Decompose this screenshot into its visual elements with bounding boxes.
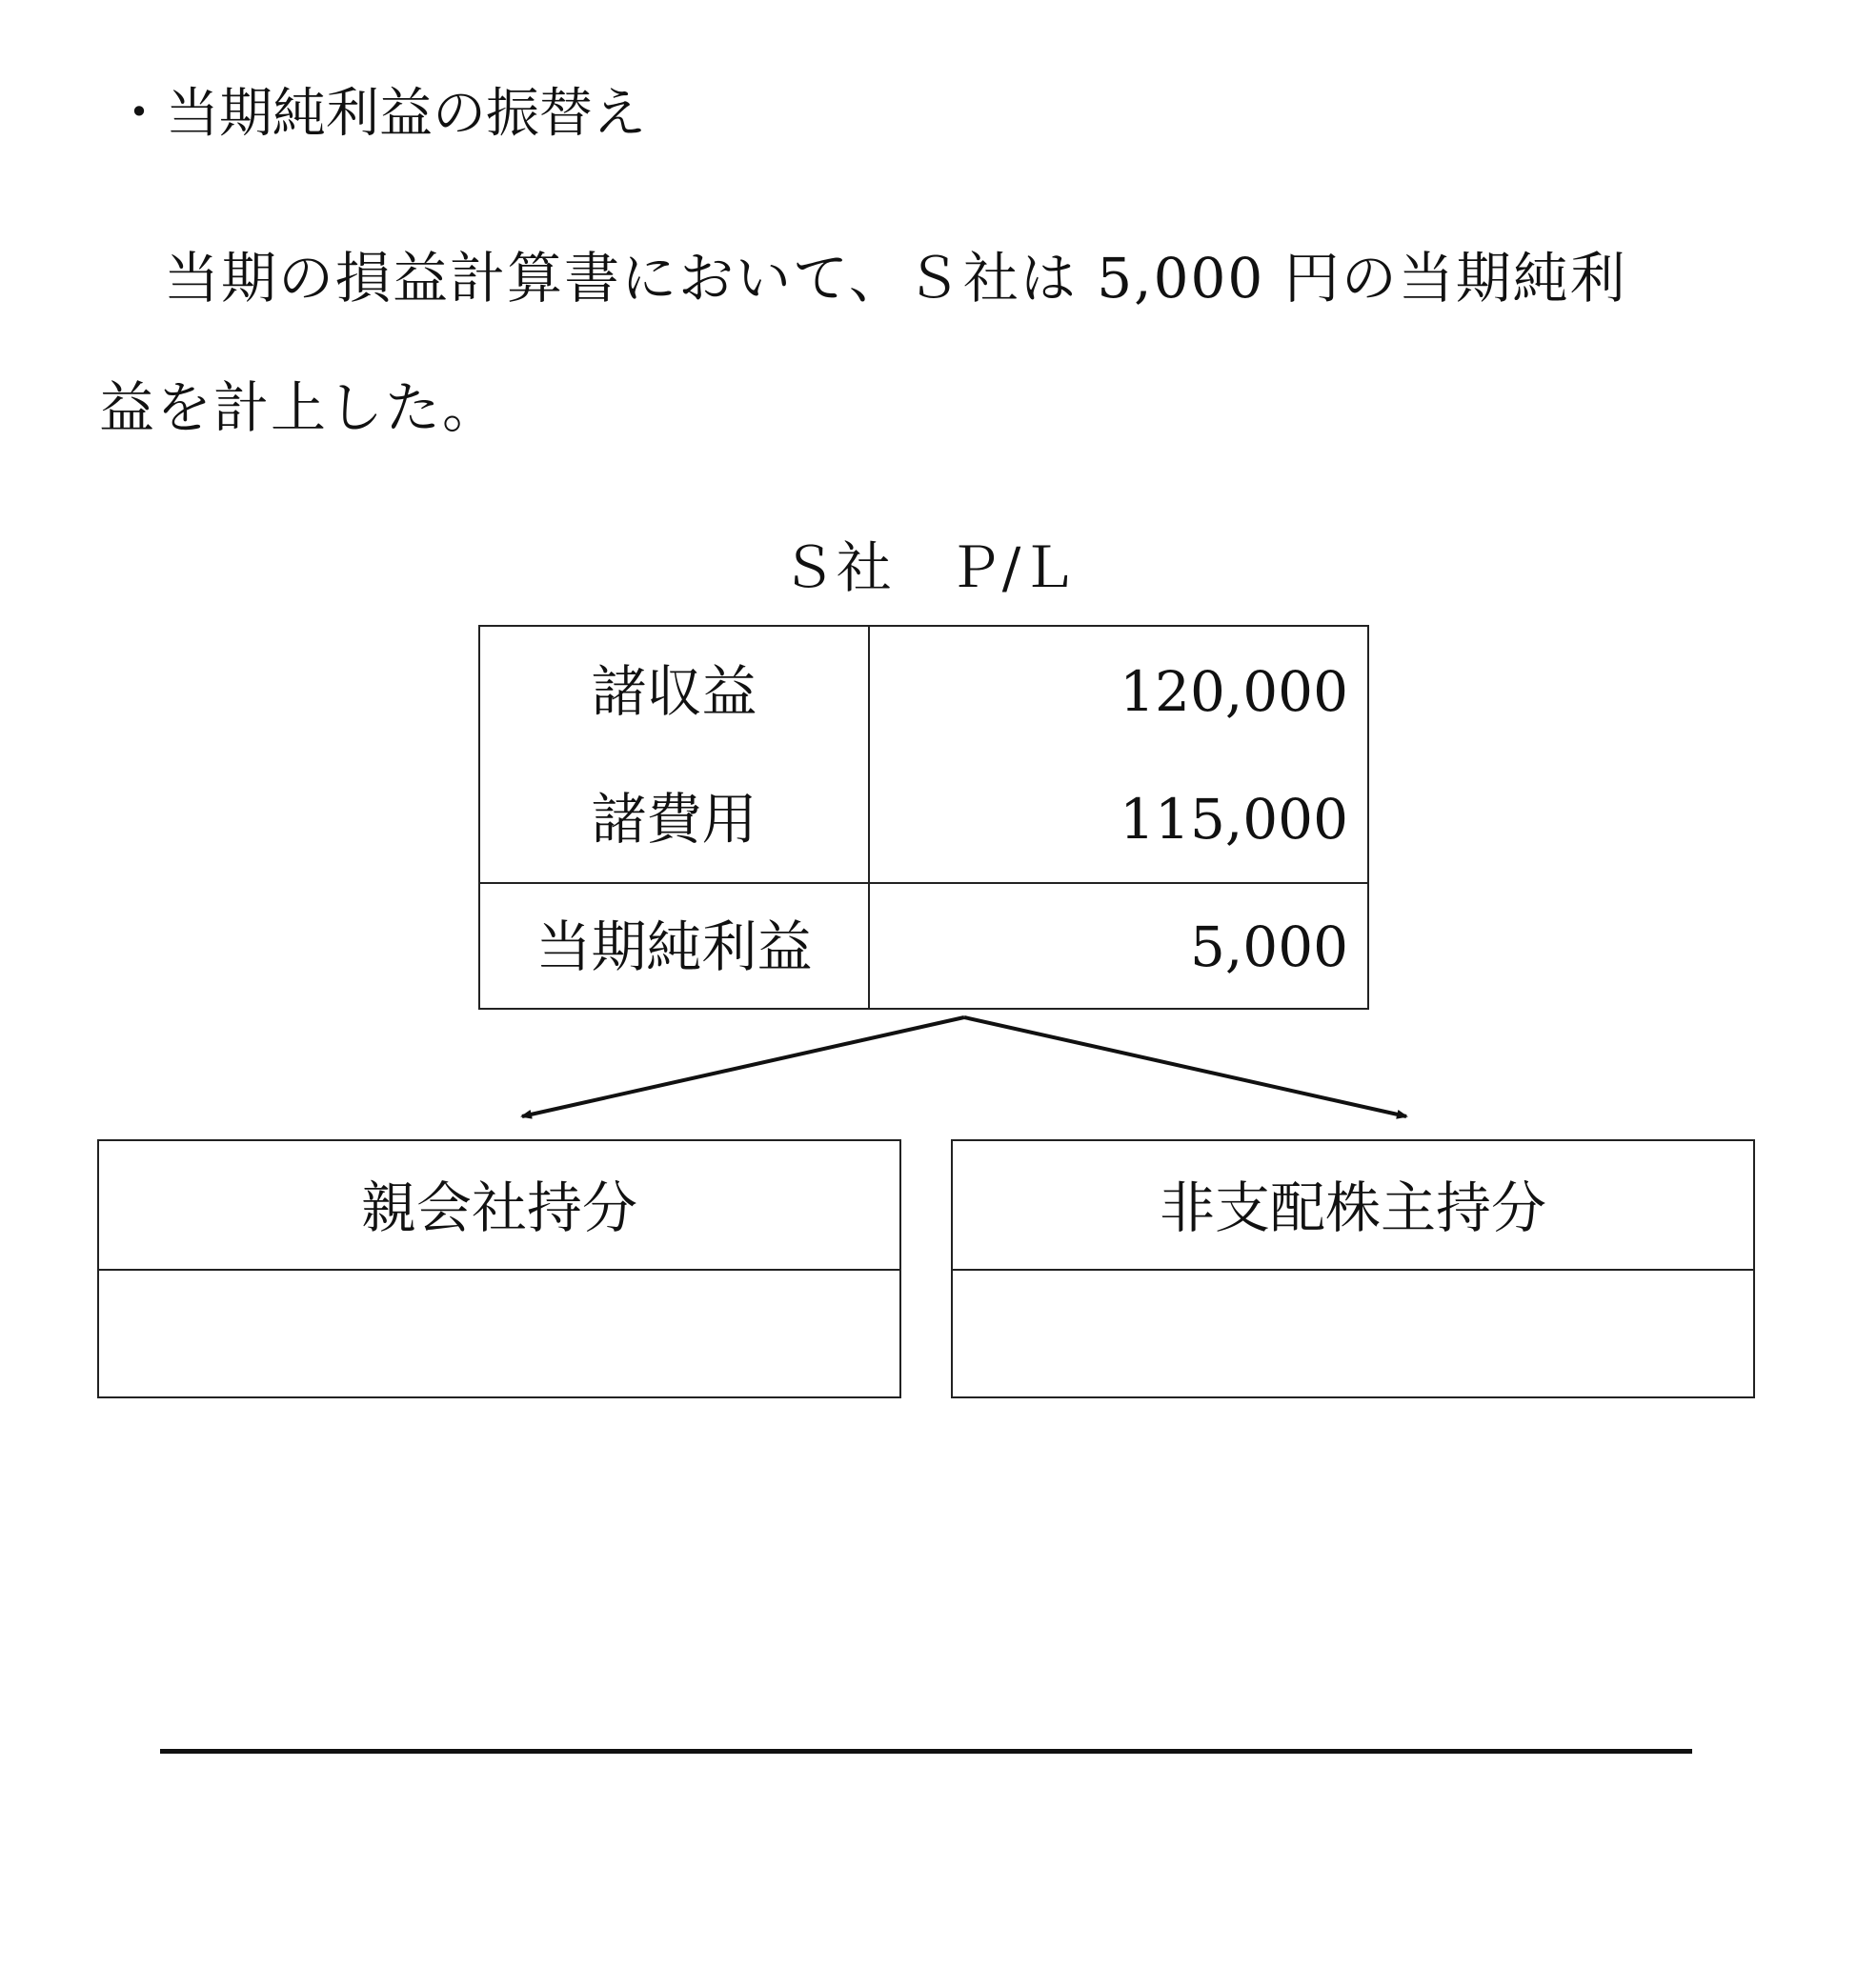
nci-share-box <box>951 1139 1755 1398</box>
bottom-rule <box>160 1749 1692 1754</box>
pl-value-expenses: 115,000 <box>1120 787 1348 852</box>
parent-share-divider <box>99 1269 899 1271</box>
pl-label-net-income: 当期純利益 <box>535 914 813 979</box>
parent-share-box <box>97 1139 901 1398</box>
nci-share-divider <box>953 1269 1753 1271</box>
section-heading: ・当期純利益の振替え <box>112 83 646 145</box>
pl-label-expenses: 諸費用 <box>591 787 757 852</box>
arrow-to-nci <box>964 1017 1406 1116</box>
arrow-to-parent <box>522 1017 964 1116</box>
pl-title: Ｓ社 Ｐ/Ｌ <box>780 535 1077 600</box>
paragraph-line-2: 益を計上した。 <box>99 375 500 440</box>
parent-share-label: 親会社持分 <box>360 1175 637 1240</box>
paragraph-line-1: 当期の損益計算書において、Ｓ社は 5,000 円の当期純利 <box>164 246 1627 311</box>
pl-label-revenue: 諸収益 <box>591 659 757 724</box>
nci-share-label: 非支配株主持分 <box>1159 1175 1546 1240</box>
pl-value-revenue: 120,000 <box>1120 659 1348 724</box>
pl-value-net-income: 5,000 <box>1189 914 1348 979</box>
